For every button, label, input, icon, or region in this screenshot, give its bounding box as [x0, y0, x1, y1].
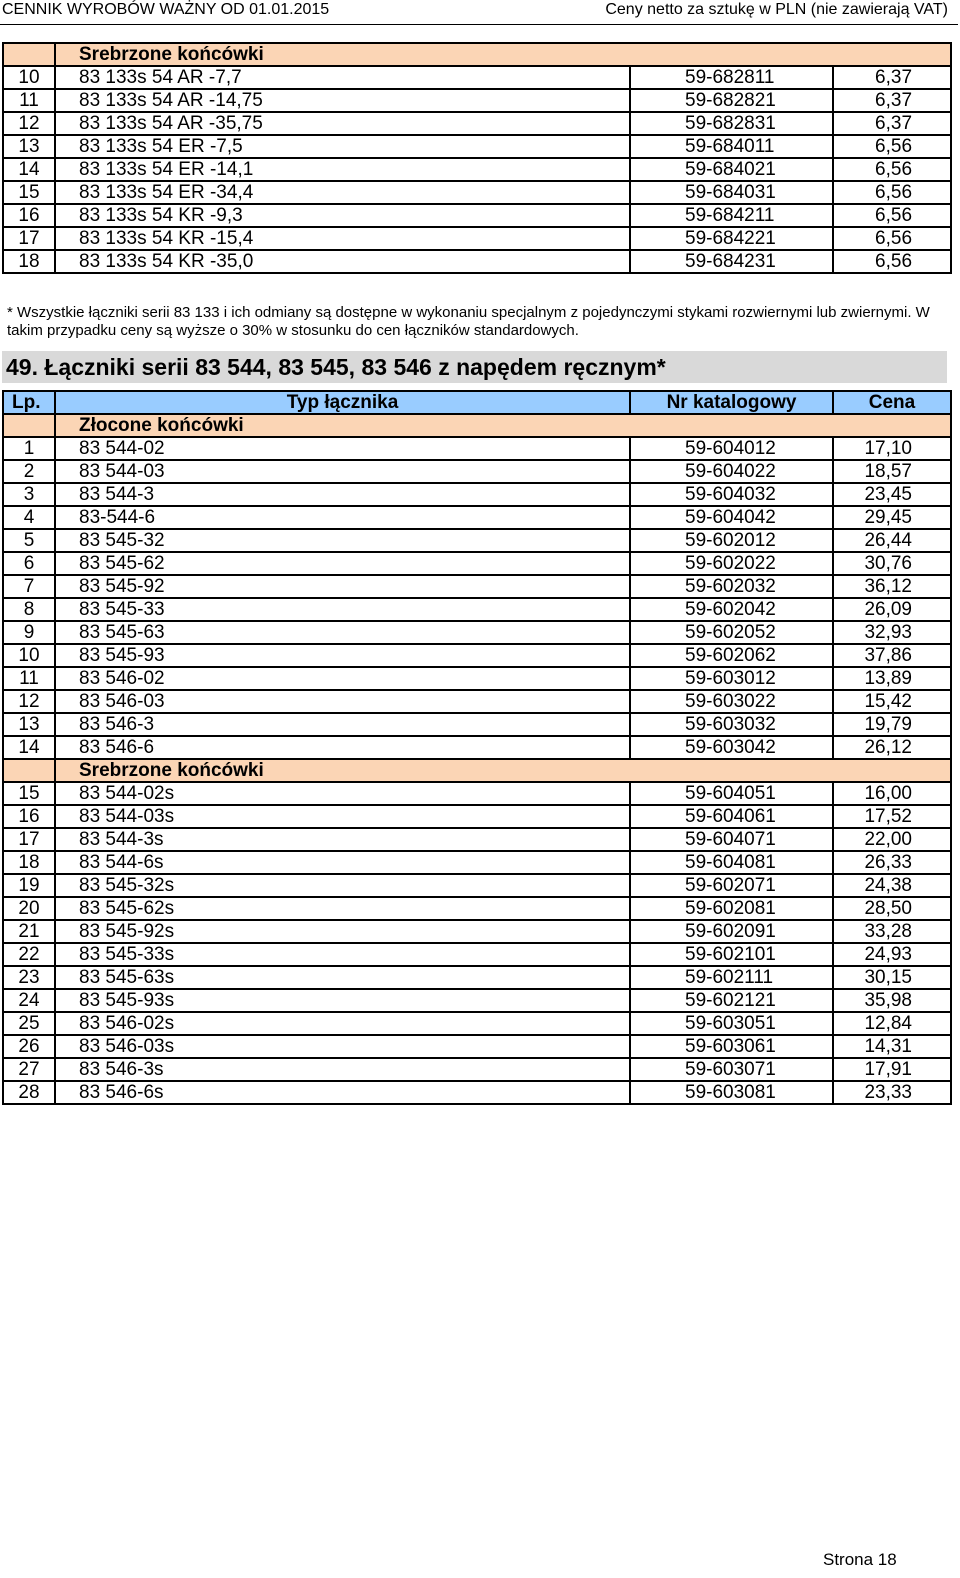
- row-cena: 6,56: [833, 204, 951, 227]
- table-row: [3, 66, 951, 89]
- row-lp: 11: [3, 667, 55, 690]
- row-cena: 23,33: [833, 1081, 951, 1104]
- row-nr: 59-682811: [630, 66, 833, 89]
- row-typ: 83 133s 54 ER -34,4: [55, 181, 630, 204]
- row-typ: 83 545-62s: [55, 897, 630, 920]
- row-typ: 83 546-02: [55, 667, 630, 690]
- row-nr: 59-684211: [630, 204, 833, 227]
- table-row: [3, 181, 951, 204]
- row-nr: 59-603032: [630, 713, 833, 736]
- row-cena: 35,98: [833, 989, 951, 1012]
- table-row: [3, 943, 951, 966]
- footnote: * Wszystkie łączniki serii 83 133 i ich odmiany są dostępne w wykonaniu specjalnym z pojedynczymi stykami rozwiernymi lub zwiernymi. W takim przypadku ceny są wyższe o 30% w stosunku do cen łączników standardowych.: [7, 304, 930, 339]
- row-nr: 59-603012: [630, 667, 833, 690]
- table-row: [3, 529, 951, 552]
- row-lp: 27: [3, 1058, 55, 1081]
- row-nr: 59-602032: [630, 575, 833, 598]
- row-typ: 83 545-92s: [55, 920, 630, 943]
- row-typ: 83 545-93s: [55, 989, 630, 1012]
- col-header-lp: Lp.: [3, 391, 55, 414]
- row-nr: 59-603022: [630, 690, 833, 713]
- row-cena: 30,76: [833, 552, 951, 575]
- table-row: [3, 460, 951, 483]
- table-row: [3, 966, 951, 989]
- row-typ: 83 546-3s: [55, 1058, 630, 1081]
- row-lp: 1: [3, 437, 55, 460]
- row-cena: 15,42: [833, 690, 951, 713]
- row-typ: 83 133s 54 AR -14,75: [55, 89, 630, 112]
- row-cena: 17,91: [833, 1058, 951, 1081]
- row-lp: 17: [3, 828, 55, 851]
- table-row: [3, 828, 951, 851]
- row-lp: 5: [3, 529, 55, 552]
- row-typ: 83 133s 54 ER -14,1: [55, 158, 630, 181]
- row-lp: 25: [3, 1012, 55, 1035]
- row-typ: 83 545-63s: [55, 966, 630, 989]
- table-row: [3, 989, 951, 1012]
- row-nr: 59-604032: [630, 483, 833, 506]
- row-cena: 12,84: [833, 1012, 951, 1035]
- row-typ: 83 133s 54 KR -35,0: [55, 250, 630, 273]
- header-divider: [0, 24, 958, 25]
- row-cena: 26,09: [833, 598, 951, 621]
- row-cena: 30,15: [833, 966, 951, 989]
- row-nr: 59-602121: [630, 989, 833, 1012]
- row-nr: 59-603051: [630, 1012, 833, 1035]
- row-cena: 32,93: [833, 621, 951, 644]
- section-row-gold: [3, 414, 951, 437]
- row-typ: 83 545-33: [55, 598, 630, 621]
- row-lp: 15: [3, 782, 55, 805]
- price-list-validity-header: CENNIK WYROBÓW WAŻNY OD 01.01.2015: [2, 1, 330, 18]
- row-cena: 17,52: [833, 805, 951, 828]
- section-row-silver: [3, 43, 951, 66]
- row-nr: 59-684011: [630, 135, 833, 158]
- row-typ: 83 133s 54 KR -15,4: [55, 227, 630, 250]
- row-nr: 59-602071: [630, 874, 833, 897]
- table-row: [3, 782, 951, 805]
- table-row: [3, 1012, 951, 1035]
- row-lp: 21: [3, 920, 55, 943]
- row-cena: 13,89: [833, 667, 951, 690]
- section-label-silver: Srebrzone końcówki: [55, 43, 951, 66]
- row-lp: 23: [3, 966, 55, 989]
- row-cena: 19,79: [833, 713, 951, 736]
- row-cena: 6,56: [833, 250, 951, 273]
- row-cena: 6,56: [833, 227, 951, 250]
- row-nr: 59-604022: [630, 460, 833, 483]
- row-lp: 22: [3, 943, 55, 966]
- row-typ: 83 133s 54 AR -7,7: [55, 66, 630, 89]
- row-cena: 6,56: [833, 181, 951, 204]
- row-typ: 83 546-03s: [55, 1035, 630, 1058]
- row-cena: 22,00: [833, 828, 951, 851]
- row-lp: 26: [3, 1035, 55, 1058]
- row-cena: 18,57: [833, 460, 951, 483]
- table-row: [3, 250, 951, 273]
- row-lp: 4: [3, 506, 55, 529]
- row-nr: 59-682831: [630, 112, 833, 135]
- row-typ: 83 544-03s: [55, 805, 630, 828]
- table-row: [3, 667, 951, 690]
- row-lp: 8: [3, 598, 55, 621]
- row-typ: 83-544-6: [55, 506, 630, 529]
- row-typ: 83 544-02s: [55, 782, 630, 805]
- row-cena: 26,12: [833, 736, 951, 759]
- row-lp: 9: [3, 621, 55, 644]
- table-row: [3, 89, 951, 112]
- row-nr: 59-602101: [630, 943, 833, 966]
- row-typ: 83 133s 54 KR -9,3: [55, 204, 630, 227]
- table-row: [3, 575, 951, 598]
- row-nr: 59-602022: [630, 552, 833, 575]
- row-lp: 14: [3, 158, 55, 181]
- table-row: [3, 552, 951, 575]
- row-lp: 18: [3, 250, 55, 273]
- row-nr: 59-604071: [630, 828, 833, 851]
- table-row: [3, 874, 951, 897]
- row-nr: 59-682821: [630, 89, 833, 112]
- table-row: [3, 227, 951, 250]
- row-nr: 59-602052: [630, 621, 833, 644]
- row-nr: 59-684031: [630, 181, 833, 204]
- row-cena: 23,45: [833, 483, 951, 506]
- row-cena: 33,28: [833, 920, 951, 943]
- row-lp: 13: [3, 135, 55, 158]
- row-nr: 59-684021: [630, 158, 833, 181]
- row-typ: 83 545-32s: [55, 874, 630, 897]
- row-typ: 83 546-02s: [55, 1012, 630, 1035]
- row-cena: 26,33: [833, 851, 951, 874]
- row-cena: 29,45: [833, 506, 951, 529]
- row-cena: 24,38: [833, 874, 951, 897]
- row-lp: 19: [3, 874, 55, 897]
- row-nr: 59-602091: [630, 920, 833, 943]
- row-lp: 16: [3, 805, 55, 828]
- col-header-typ: Typ łącznika: [55, 391, 630, 414]
- row-lp: 13: [3, 713, 55, 736]
- row-cena: 6,37: [833, 112, 951, 135]
- row-nr: 59-604012: [630, 437, 833, 460]
- row-cena: 37,86: [833, 644, 951, 667]
- row-cena: 6,37: [833, 66, 951, 89]
- table-row: [3, 135, 951, 158]
- row-nr: 59-604051: [630, 782, 833, 805]
- row-typ: 83 546-3: [55, 713, 630, 736]
- row-typ: 83 546-6: [55, 736, 630, 759]
- row-lp: 16: [3, 204, 55, 227]
- row-cena: 6,56: [833, 135, 951, 158]
- row-typ: 83 545-62: [55, 552, 630, 575]
- table-row: [3, 897, 951, 920]
- row-typ: 83 545-63: [55, 621, 630, 644]
- row-typ: 83 544-03: [55, 460, 630, 483]
- table-row: [3, 736, 951, 759]
- row-nr: 59-603071: [630, 1058, 833, 1081]
- row-cena: 26,44: [833, 529, 951, 552]
- page-number: Strona 18: [823, 1550, 897, 1569]
- section-row-silver: [3, 759, 951, 782]
- row-nr: 59-603081: [630, 1081, 833, 1104]
- column-header-row: [3, 391, 951, 414]
- currency-note-header: Ceny netto za sztukę w PLN (nie zawierają VAT): [605, 1, 948, 18]
- row-nr: 59-602081: [630, 897, 833, 920]
- price-table-83-133: [2, 42, 952, 274]
- table-row: [3, 112, 951, 135]
- row-nr: 59-602012: [630, 529, 833, 552]
- row-typ: 83 546-03: [55, 690, 630, 713]
- section-row-spacer: [3, 414, 55, 437]
- row-nr: 59-603061: [630, 1035, 833, 1058]
- table-row: [3, 598, 951, 621]
- row-lp: 14: [3, 736, 55, 759]
- row-typ: 83 544-6s: [55, 851, 630, 874]
- row-cena: 24,93: [833, 943, 951, 966]
- row-lp: 24: [3, 989, 55, 1012]
- row-typ: 83 545-92: [55, 575, 630, 598]
- row-lp: 10: [3, 66, 55, 89]
- table-row: [3, 437, 951, 460]
- row-lp: 10: [3, 644, 55, 667]
- row-nr: 59-684231: [630, 250, 833, 273]
- table-row: [3, 805, 951, 828]
- table-row: [3, 920, 951, 943]
- row-typ: 83 133s 54 ER -7,5: [55, 135, 630, 158]
- row-cena: 17,10: [833, 437, 951, 460]
- row-typ: 83 544-02: [55, 437, 630, 460]
- row-nr: 59-604061: [630, 805, 833, 828]
- row-lp: 15: [3, 181, 55, 204]
- row-nr: 59-604042: [630, 506, 833, 529]
- row-typ: 83 544-3: [55, 483, 630, 506]
- section-title: 49. Łączniki serii 83 544, 83 545, 83 546 z napędem ręcznym*: [2, 351, 947, 383]
- row-nr: 59-684221: [630, 227, 833, 250]
- row-lp: 12: [3, 112, 55, 135]
- table-row: [3, 1058, 951, 1081]
- col-header-cena: Cena: [833, 391, 951, 414]
- row-lp: 11: [3, 89, 55, 112]
- table-row: [3, 1081, 951, 1104]
- row-lp: 17: [3, 227, 55, 250]
- price-table-83-544: [2, 390, 952, 1105]
- row-typ: 83 133s 54 AR -35,75: [55, 112, 630, 135]
- row-lp: 28: [3, 1081, 55, 1104]
- row-nr: 59-602111: [630, 966, 833, 989]
- row-nr: 59-604081: [630, 851, 833, 874]
- table-row: [3, 483, 951, 506]
- row-lp: 3: [3, 483, 55, 506]
- section-label-silver: Srebrzone końcówki: [55, 759, 951, 782]
- section-label-gold: Złocone końcówki: [55, 414, 951, 437]
- row-nr: 59-602062: [630, 644, 833, 667]
- row-nr: 59-603042: [630, 736, 833, 759]
- table-row: [3, 621, 951, 644]
- table-row: [3, 506, 951, 529]
- table-row: [3, 204, 951, 227]
- row-typ: 83 545-93: [55, 644, 630, 667]
- table-row: [3, 690, 951, 713]
- row-lp: 6: [3, 552, 55, 575]
- row-cena: 6,37: [833, 89, 951, 112]
- table-row: [3, 158, 951, 181]
- row-lp: 18: [3, 851, 55, 874]
- table-row: [3, 713, 951, 736]
- table-row: [3, 1035, 951, 1058]
- row-cena: 16,00: [833, 782, 951, 805]
- section-row-spacer: [3, 43, 55, 66]
- row-cena: 6,56: [833, 158, 951, 181]
- row-typ: 83 544-3s: [55, 828, 630, 851]
- row-lp: 7: [3, 575, 55, 598]
- col-header-nr: Nr katalogowy: [630, 391, 833, 414]
- row-typ: 83 546-6s: [55, 1081, 630, 1104]
- table-row: [3, 851, 951, 874]
- row-typ: 83 545-33s: [55, 943, 630, 966]
- section-row-spacer: [3, 759, 55, 782]
- row-cena: 36,12: [833, 575, 951, 598]
- row-lp: 20: [3, 897, 55, 920]
- row-nr: 59-602042: [630, 598, 833, 621]
- row-cena: 28,50: [833, 897, 951, 920]
- row-typ: 83 545-32: [55, 529, 630, 552]
- row-lp: 12: [3, 690, 55, 713]
- row-lp: 2: [3, 460, 55, 483]
- row-cena: 14,31: [833, 1035, 951, 1058]
- table-row: [3, 644, 951, 667]
